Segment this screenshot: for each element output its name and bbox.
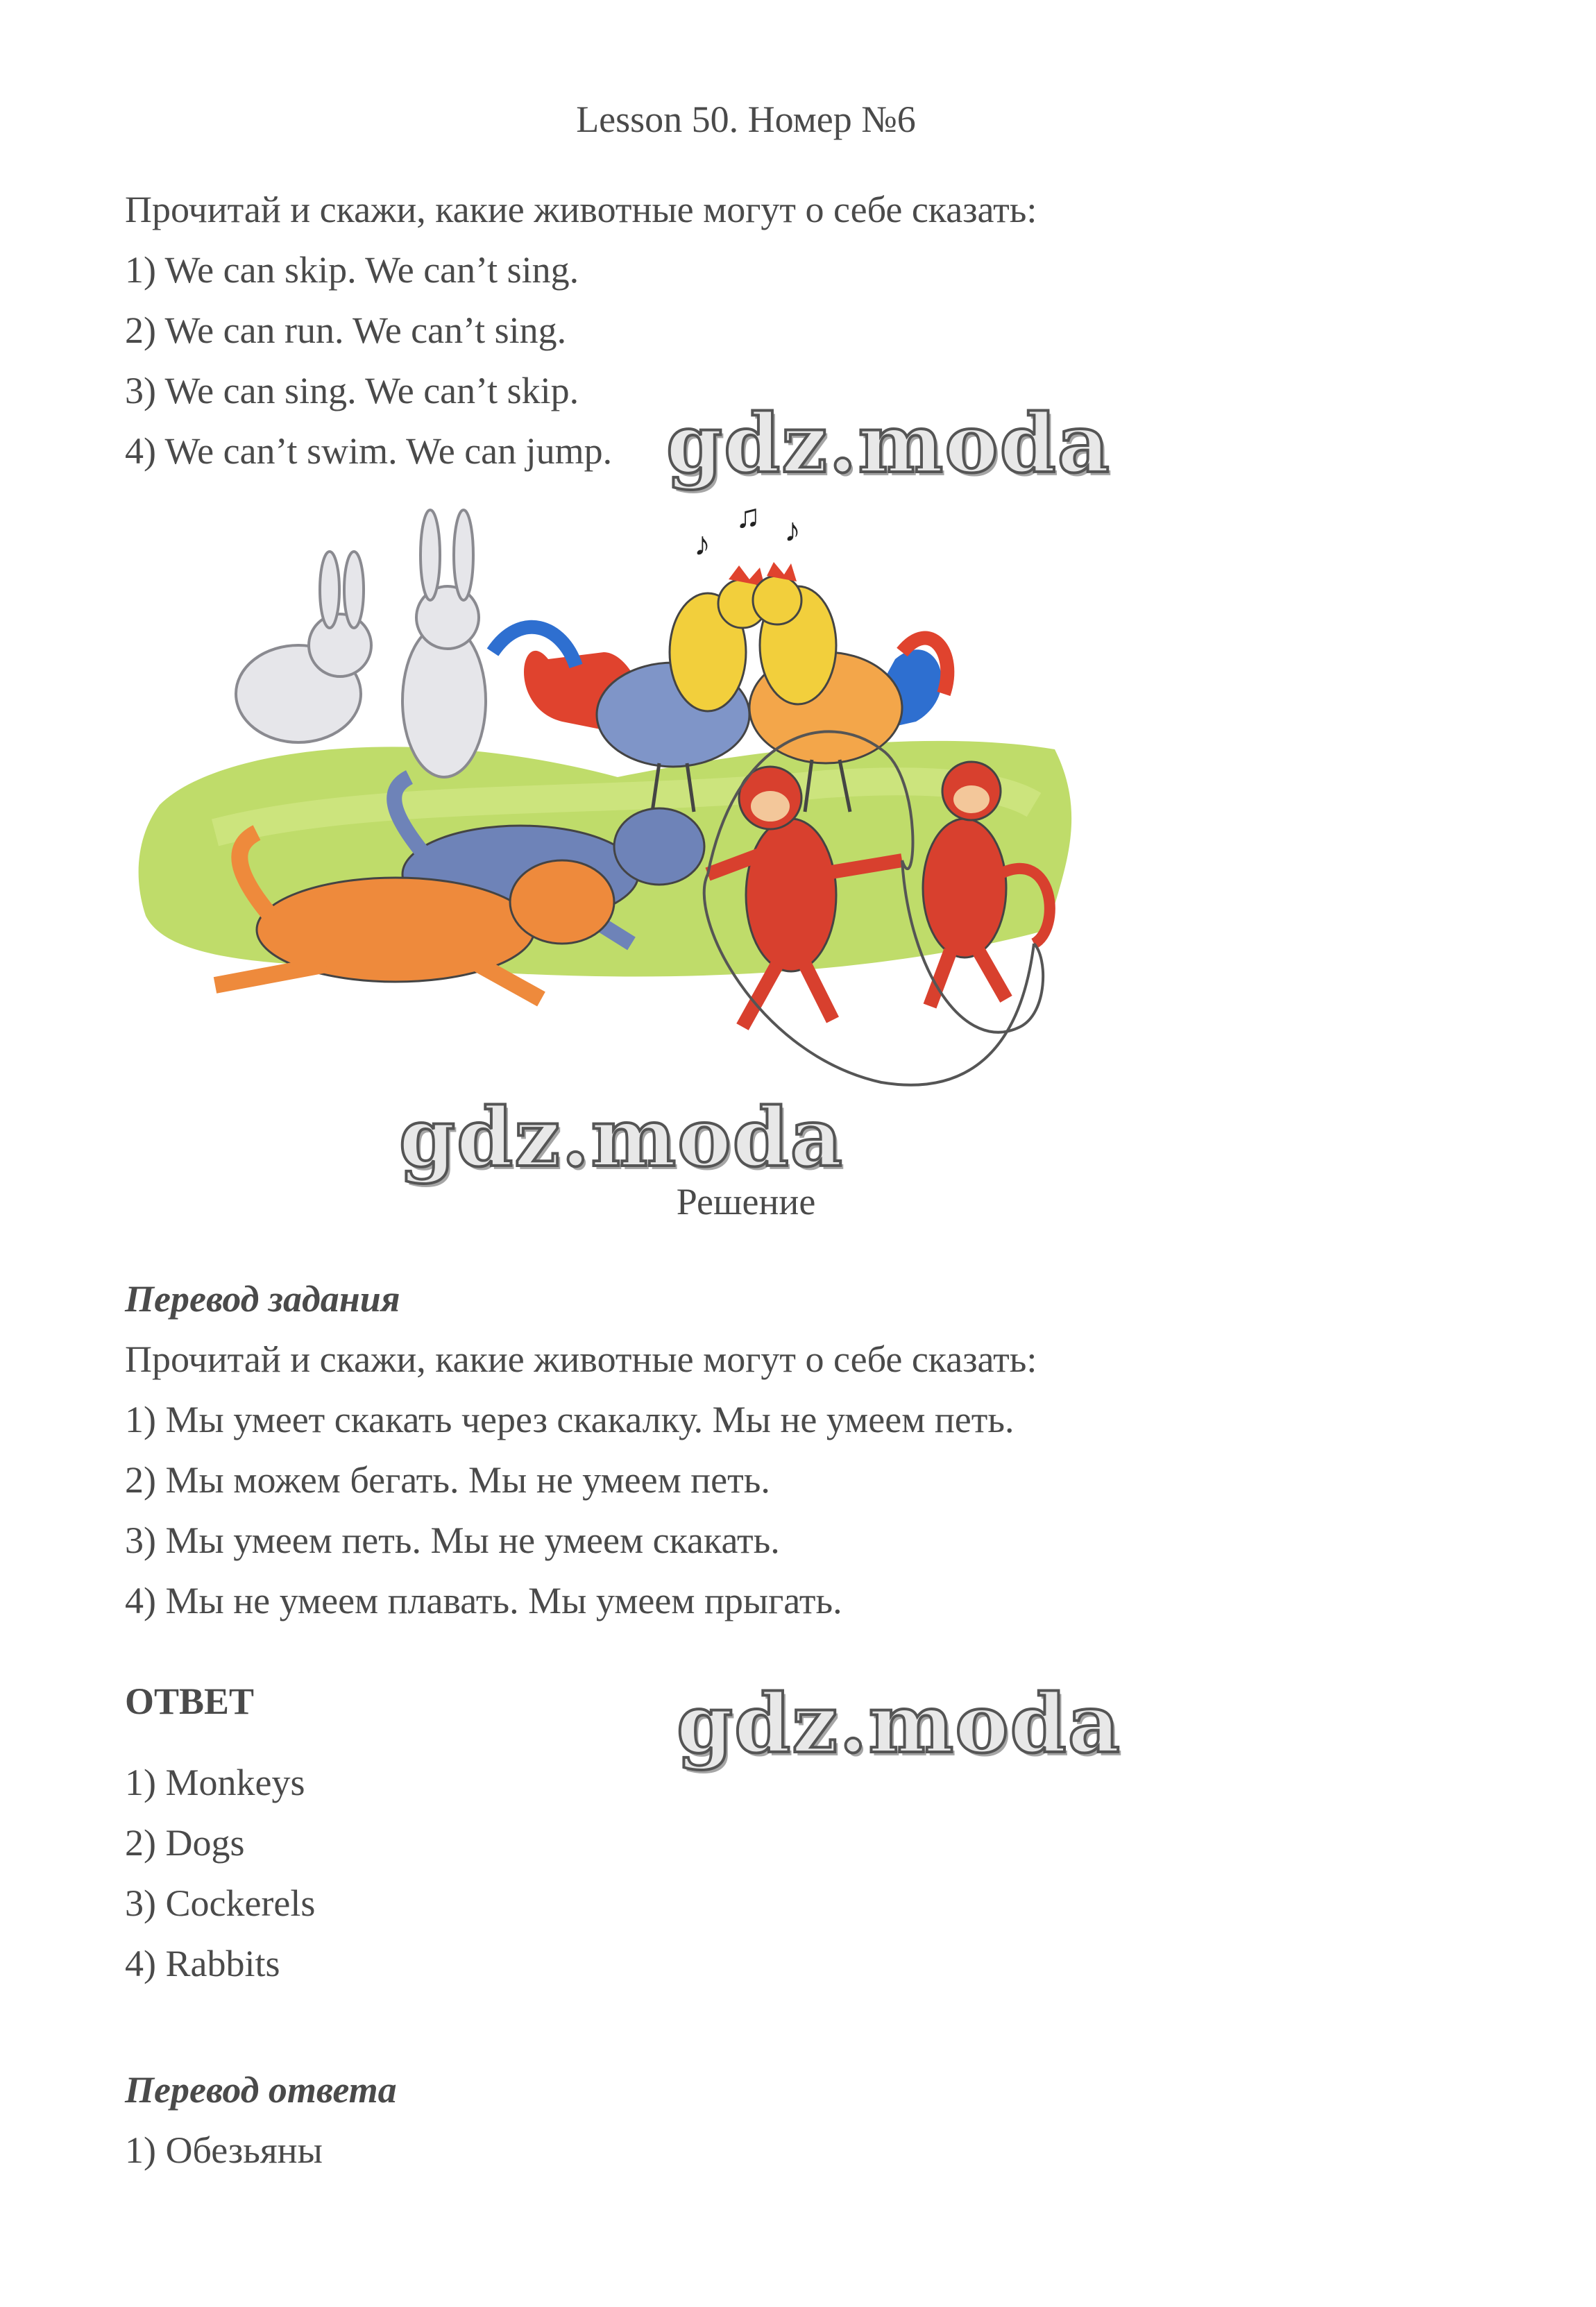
translation-item-2: 2) Мы можем бегать. Мы не умеем петь. [125, 1459, 770, 1501]
answer-item-2: 2) Dogs [125, 1822, 245, 1864]
translation-heading: Перевод задания [125, 1278, 400, 1320]
translation-item-4: 4) Мы не умеем плавать. Мы умеем прыгать. [125, 1580, 842, 1621]
answer-item-3: 3) Cockerels [125, 1882, 316, 1924]
svg-text:♪: ♪ [694, 526, 711, 563]
music-notes-icon [694, 498, 801, 563]
task-item-4: 4) We can’t swim. We can jump. [125, 430, 613, 472]
task-item-1: 1) We can skip. We can’t sing. [125, 249, 579, 291]
task-prompt: Прочитай и скажи, какие животные могут о себе сказать: [125, 189, 1037, 230]
translation-item-3: 3) Мы умеем петь. Мы не умеем скакать. [125, 1519, 780, 1561]
watermark-bottom: gdz.moda [677, 1677, 1121, 1771]
answer-translation-heading: Перевод ответа [125, 2069, 397, 2111]
answer-item-1: 1) Monkeys [125, 1762, 305, 1803]
translation-item-1: 1) Мы умеет скакать через скакалку. Мы не умеем петь. [125, 1399, 1015, 1440]
solution-label: Решение [676, 1181, 816, 1223]
svg-text:♫: ♫ [736, 498, 761, 535]
animals-illustration [132, 486, 1096, 1145]
watermark-top: gdz.moda [666, 397, 1111, 491]
page-title: Lesson 50. Номер №6 [576, 99, 916, 140]
task-item-3: 3) We can sing. We can’t skip. [125, 370, 579, 411]
rabbit-left [236, 552, 371, 742]
rabbit-right [402, 510, 486, 777]
task-item-2: 2) We can run. We can’t sing. [125, 309, 567, 351]
watermark-middle: gdz.moda [399, 1091, 844, 1185]
svg-text:♪: ♪ [784, 512, 801, 549]
answer-translation-item-1: 1) Обезьяны [125, 2129, 323, 2171]
translation-prompt: Прочитай и скажи, какие животные могут о себе сказать: [125, 1338, 1037, 1380]
answer-item-4: 4) Rabbits [125, 1943, 280, 1984]
answer-heading: ОТВЕТ [125, 1680, 255, 1722]
